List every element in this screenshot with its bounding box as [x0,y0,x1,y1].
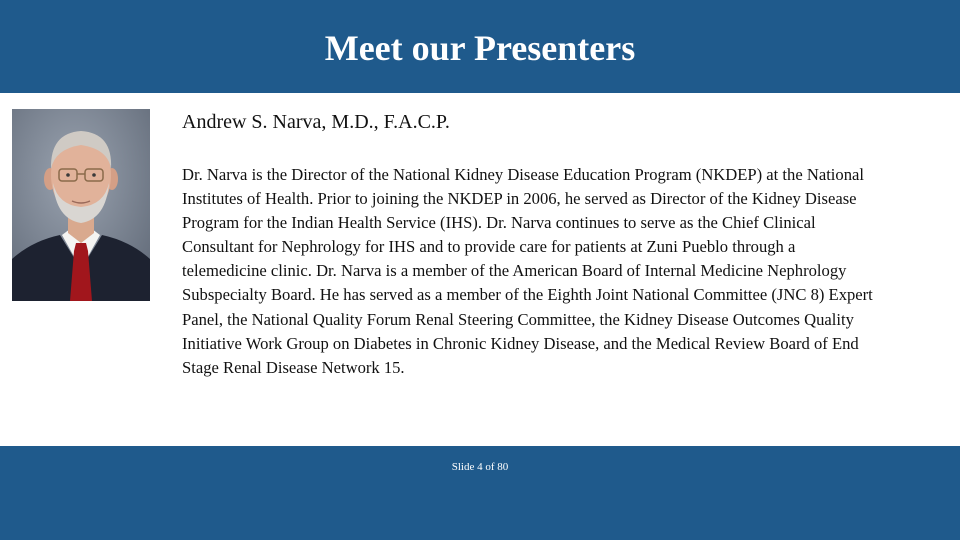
presenter-name: Andrew S. Narva, M.D., F.A.C.P. [182,111,450,133]
header-banner [0,0,960,93]
presenter-portrait-image [12,109,150,301]
slide-number: Slide 4 of 80 [451,461,509,473]
slide-title: Meet our Presenters [324,28,636,68]
presenter-photo [12,109,150,301]
footer-banner [0,446,960,540]
presenter-bio: Dr. Narva is the Director of the National Kidney Disease Education Program (NKDEP) at the National Institutes of Health. Prior to joining the NKDEP in 2006, he served as Director of the Kidney Disease Program for the Indian Health Service (IHS). Dr. Narva continues to serve as the Chief Clinical Consultant for Nephrology for IHS and to provide care for patients at Zuni Pueblo through a telemedicine clinic. Dr. Narva is a member of the American Board of Internal Medicine Nephrology Subspecialty Board. He has served as a member of the Eighth Joint National Committee (JNC 8) Expert Panel, the National Quality Forum Renal Steering Committee, the Kidney Disease Outcomes Quality Initiative Work Group on Diabetes in Chronic Kidney Disease, and the Medical Review Board of End Stage Renal Disease Network 15. [182,165,873,377]
